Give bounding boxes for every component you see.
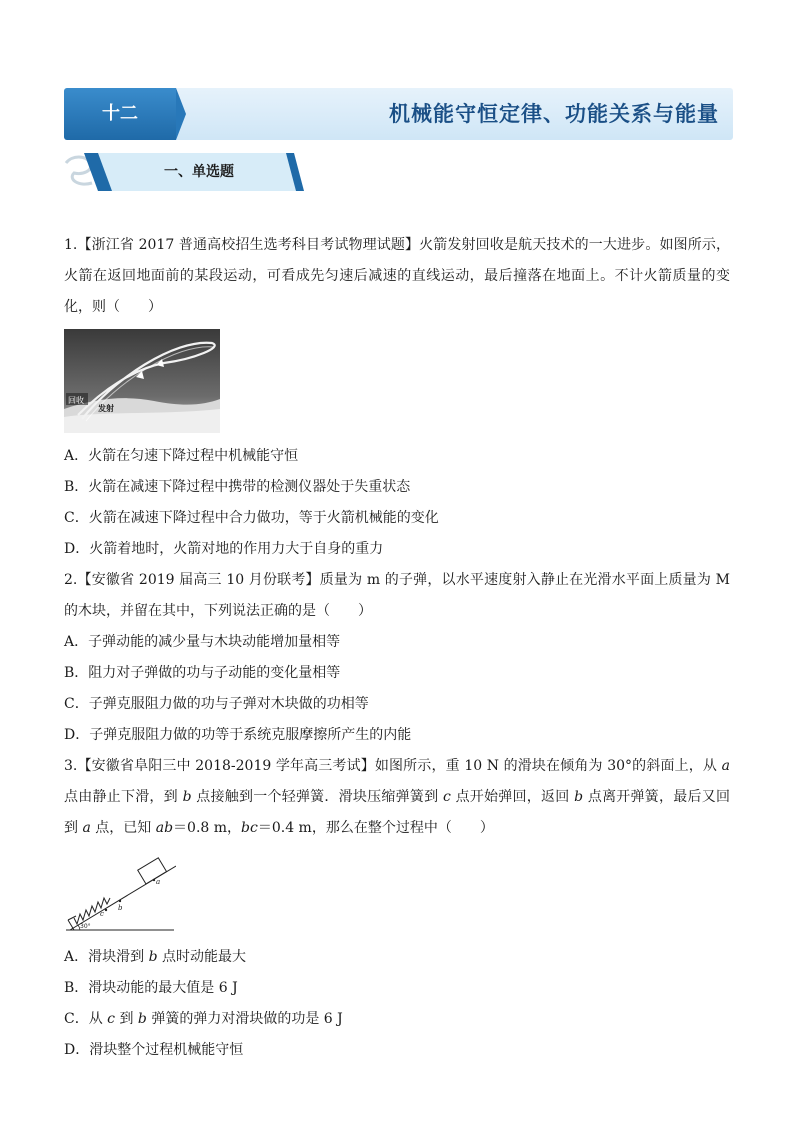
point-a-label: a xyxy=(156,878,161,886)
question-3 xyxy=(64,751,730,1066)
option-a: A．子弹动能的减少量与木块动能增加量相等 xyxy=(64,634,341,650)
chapter-title: 机械能守恒定律、功能关系与能量 xyxy=(389,102,719,126)
rocket-photo xyxy=(64,329,220,433)
question-stem xyxy=(64,230,730,323)
option-b: B．阻力对子弹做的功与子动能的变化量相等 xyxy=(64,665,341,681)
point-label: b xyxy=(148,949,158,965)
segment-label: ab xyxy=(155,820,174,836)
stem-text: 点，已知 xyxy=(90,820,156,836)
option-text: B．滑块动能的最大值是 6 J xyxy=(64,980,238,996)
stem-text: 1.【浙江省 2017 普通高校招生选考科目考试物理试题】火箭发射回收是航天技术的一大进步。如图所示，火箭在返回地面前的某段运动，可看成先匀速后减速的直线运动，最后撞落在地面上。不计火箭质量的变化，则（ ） xyxy=(64,237,730,315)
question-2 xyxy=(64,565,730,751)
stem-text: ＝0.8 m， xyxy=(173,820,242,836)
section-title: 一、单选题 xyxy=(164,164,234,180)
point-label: c xyxy=(107,1011,116,1027)
point-label: c xyxy=(443,789,451,805)
point-label: b xyxy=(182,789,192,805)
option-b xyxy=(64,973,730,1004)
section-heading xyxy=(64,153,304,191)
point-label: b xyxy=(574,789,584,805)
stem-text: 3.【安徽省阜阳三中 2018-2019 学年高三考试】如图所示，重 10 N 的滑块在倾角为 30°的斜面上，从 xyxy=(64,758,722,774)
question-list xyxy=(64,230,730,1066)
point-c-label: c xyxy=(100,910,104,918)
incline-spring-figure xyxy=(64,850,730,934)
point-label: a xyxy=(721,758,730,774)
question-stem xyxy=(64,565,730,627)
point-label: a xyxy=(82,820,91,836)
option-text: 弹簧的弹力对滑块做的功是 6 J xyxy=(146,1011,343,1027)
option-a xyxy=(64,942,730,973)
incline-diagram xyxy=(64,850,176,934)
chapter-number: 十二 xyxy=(102,103,138,124)
option-b: B．火箭在减速下降过程中携带的检测仪器处于失重状态 xyxy=(64,479,411,495)
question-stem xyxy=(64,751,730,844)
option-c: C．子弹克服阻力做的功与子弹对木块做的功相等 xyxy=(64,696,369,712)
point-b-label: b xyxy=(118,904,123,912)
question-1 xyxy=(64,230,730,565)
option-text: A．滑块滑到 xyxy=(64,949,149,965)
option-text: D．滑块整个过程机械能守恒 xyxy=(64,1042,244,1058)
option-d: D．火箭着地时，火箭对地的作用力大于自身的重力 xyxy=(64,541,384,557)
rocket-trajectory-figure xyxy=(64,329,730,433)
label-recovery: 回收 xyxy=(68,396,84,405)
stem-text: 点接触到一个轻弹簧．滑块压缩弹簧到 xyxy=(191,789,444,805)
option-c xyxy=(64,1004,730,1035)
segment-label: bc xyxy=(241,820,258,836)
angle-label: 30° xyxy=(80,923,91,930)
option-text: 到 xyxy=(115,1011,138,1027)
option-text: 点时动能最大 xyxy=(157,949,246,965)
label-launch: 发射 xyxy=(98,404,114,413)
stem-text: 2.【安徽省 2019 届高三 10 月份联考】质量为 m 的子弹，以水平速度射入静止在光滑水平面上质量为 M 的木块，并留在其中，下列说法正确的是（ ） xyxy=(64,572,730,619)
stem-text: 点开始弹回，返回 xyxy=(450,789,575,805)
option-a: A．火箭在匀速下降过程中机械能守恒 xyxy=(64,448,299,464)
point-label: b xyxy=(137,1011,147,1027)
option-text: C．从 xyxy=(64,1011,108,1027)
option-d: D．子弹克服阻力做的功等于系统克服摩擦所产生的内能 xyxy=(64,727,412,743)
option-d xyxy=(64,1035,730,1066)
stem-text: ＝0.4 m，那么在整个过程中（ ） xyxy=(257,820,494,836)
option-c: C．火箭在减速下降过程中合力做功，等于火箭机械能的变化 xyxy=(64,510,439,526)
stem-text: 点由静止下滑，到 xyxy=(64,789,183,805)
stem-text: 点离开弹簧，最后又回到 xyxy=(64,789,730,836)
chapter-banner xyxy=(64,88,733,140)
